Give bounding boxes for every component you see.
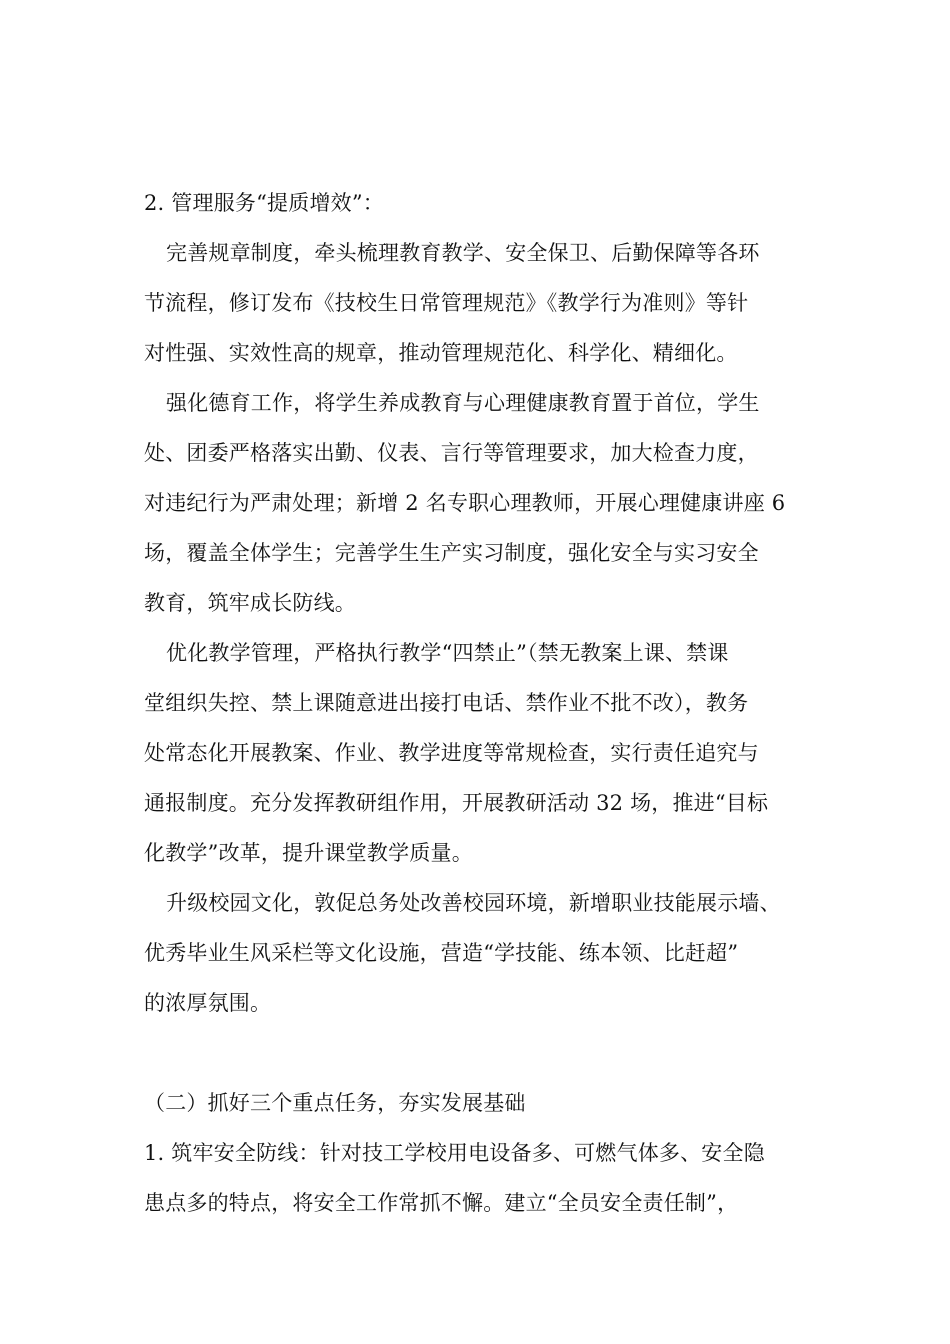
paragraph-moral-education-line: 强化德育工作，将学生养成教育与心理健康教育置于首位，学生	[166, 391, 760, 415]
paragraph-regulations-line: 完善规章制度，牵头梳理教育教学、安全保卫、后勤保障等各环	[166, 241, 760, 265]
paragraph-campus-culture-line: 升级校园文化，敦促总务处改善校园环境，新增职业技能展示墙、	[166, 891, 781, 915]
paragraph-campus-culture-line: 优秀毕业生风采栏等文化设施，营造“学技能、练本领、比赶超”	[144, 941, 739, 965]
subheading-management-service: 2. 管理服务“提质增效”：	[144, 191, 384, 215]
paragraph-teaching-management-line: 处常态化开展教案、作业、教学进度等常规检查，实行责任追究与	[144, 741, 759, 765]
paragraph-regulations-line: 节流程，修订发布《技校生日常管理规范》《教学行为准则》等针	[144, 291, 749, 315]
paragraph-moral-education-line: 处、团委严格落实出勤、仪表、言行等管理要求，加大检查力度，	[144, 441, 759, 465]
paragraph-moral-education-line: 场，覆盖全体学生；完善学生生产实习制度，强化安全与实习安全	[144, 541, 759, 565]
paragraph-teaching-management-line: 堂组织失控、禁上课随意进出接打电话、禁作业不批不改），教务	[144, 691, 749, 715]
paragraph-teaching-management-line: 通报制度。充分发挥教研组作用，开展教研活动 32 场，推进“目标	[144, 791, 769, 815]
section-spacer	[144, 1028, 834, 1078]
paragraph-safety-line: 1. 筑牢安全防线：针对技工学校用电设备多、可燃气体多、安全隐	[144, 1141, 765, 1165]
paragraph-teaching-management-line: 化教学”改革，提升课堂教学质量。	[144, 841, 473, 865]
section-heading-key-tasks: （二）抓好三个重点任务，夯实发展基础	[144, 1091, 526, 1115]
document-body	[144, 178, 834, 1228]
paragraph-safety-line: 患点多的特点，将安全工作常抓不懈。建立“全员安全责任制”，	[144, 1191, 739, 1215]
paragraph-teaching-management-line: 优化教学管理，严格执行教学“四禁止”（禁无教案上课、禁课	[166, 641, 729, 665]
paragraph-regulations-line: 对性强、实效性高的规章，推动管理规范化、科学化、精细化。	[144, 341, 738, 365]
paragraph-campus-culture-line: 的浓厚氛围。	[144, 991, 272, 1015]
paragraph-moral-education-line: 对违纪行为严肃处理；新增 2 名专职心理教师，开展心理健康讲座 6	[144, 491, 786, 515]
paragraph-moral-education-line: 教育，筑牢成长防线。	[144, 591, 356, 615]
